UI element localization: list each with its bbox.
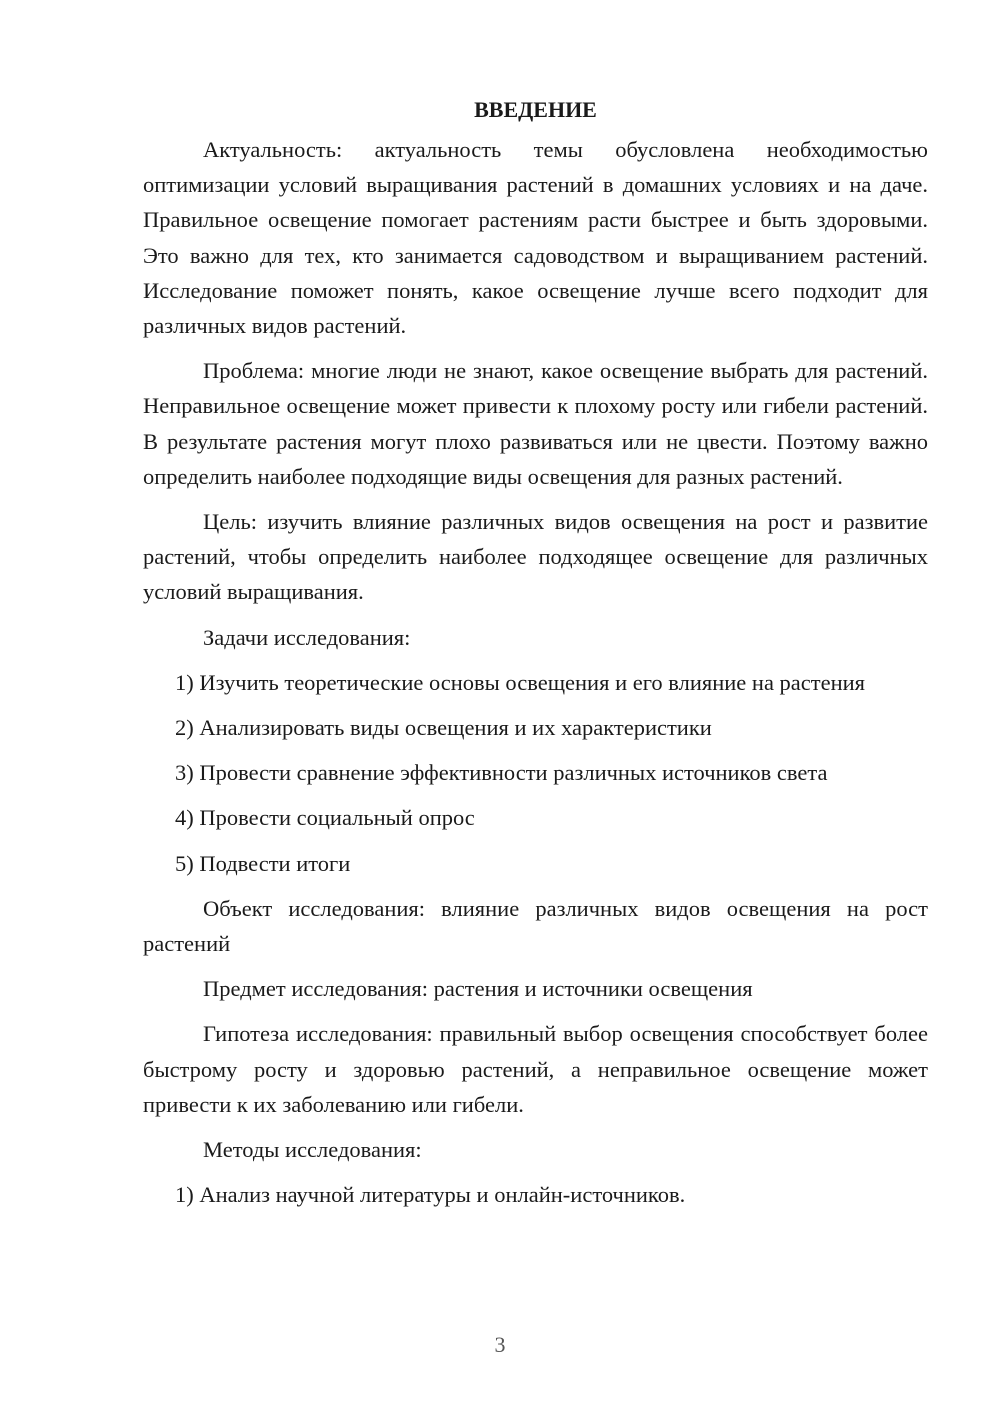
document-page bbox=[143, 92, 928, 1222]
problem-paragraph: Проблема: многие люди не знают, какое освещение выбрать для растений. Неправильное освещение может привести к плохому росту или гибели растений. В результате растения могут плохо развиваться или не цвести. Поэтому важно определить наиболее подходящие виды освещения для разных растений. bbox=[143, 358, 928, 489]
list-item: 1) Анализ научной литературы и онлайн-источников. bbox=[175, 1182, 686, 1208]
subject-paragraph: Предмет исследования: растения и источники освещения bbox=[203, 976, 753, 1002]
list-item: 1) Изучить теоретические основы освещения и его влияние на растения bbox=[175, 669, 866, 695]
methods-heading: Методы исследования: bbox=[203, 1137, 422, 1163]
hypothesis-paragraph: Гипотеза исследования: правильный выбор освещения способствует более быстрому росту и здоровью растений, а неправильное освещение может привести к их заболеванию или гибели. bbox=[143, 1021, 928, 1117]
relevance-paragraph: Актуальность: актуальность темы обусловлена необходимостью оптимизации условий выращивания растений в домашних условиях и на даче. Правильное освещение помогает растениям расти быстрее и быть здоровыми. Это важно для тех, кто занимается садоводством и выращиванием растений. Исследование поможет понять, какое освещение лучше всего подходит для различных видов растений. bbox=[143, 137, 928, 339]
methods-list bbox=[143, 1177, 928, 1212]
page-number: 3 bbox=[494, 1332, 506, 1357]
tasks-heading: Задачи исследования: bbox=[203, 624, 411, 650]
list-item: 4) Провести социальный опрос bbox=[175, 805, 475, 831]
goal-paragraph: Цель: изучить влияние различных видов освещения на рост и развитие растений, чтобы определить наиболее подходящее освещение для различных условий выращивания. bbox=[143, 509, 928, 605]
list-item: 2) Анализировать виды освещения и их характеристики bbox=[175, 715, 712, 741]
tasks-list bbox=[143, 665, 928, 881]
list-item: 5) Подвести итоги bbox=[175, 850, 351, 876]
list-item: 3) Провести сравнение эффективности различных источников света bbox=[175, 760, 828, 786]
object-paragraph: Объект исследования: влияние различных видов освещения на рост растений bbox=[143, 895, 928, 957]
page-title: ВВЕДЕНИЕ bbox=[474, 97, 597, 122]
